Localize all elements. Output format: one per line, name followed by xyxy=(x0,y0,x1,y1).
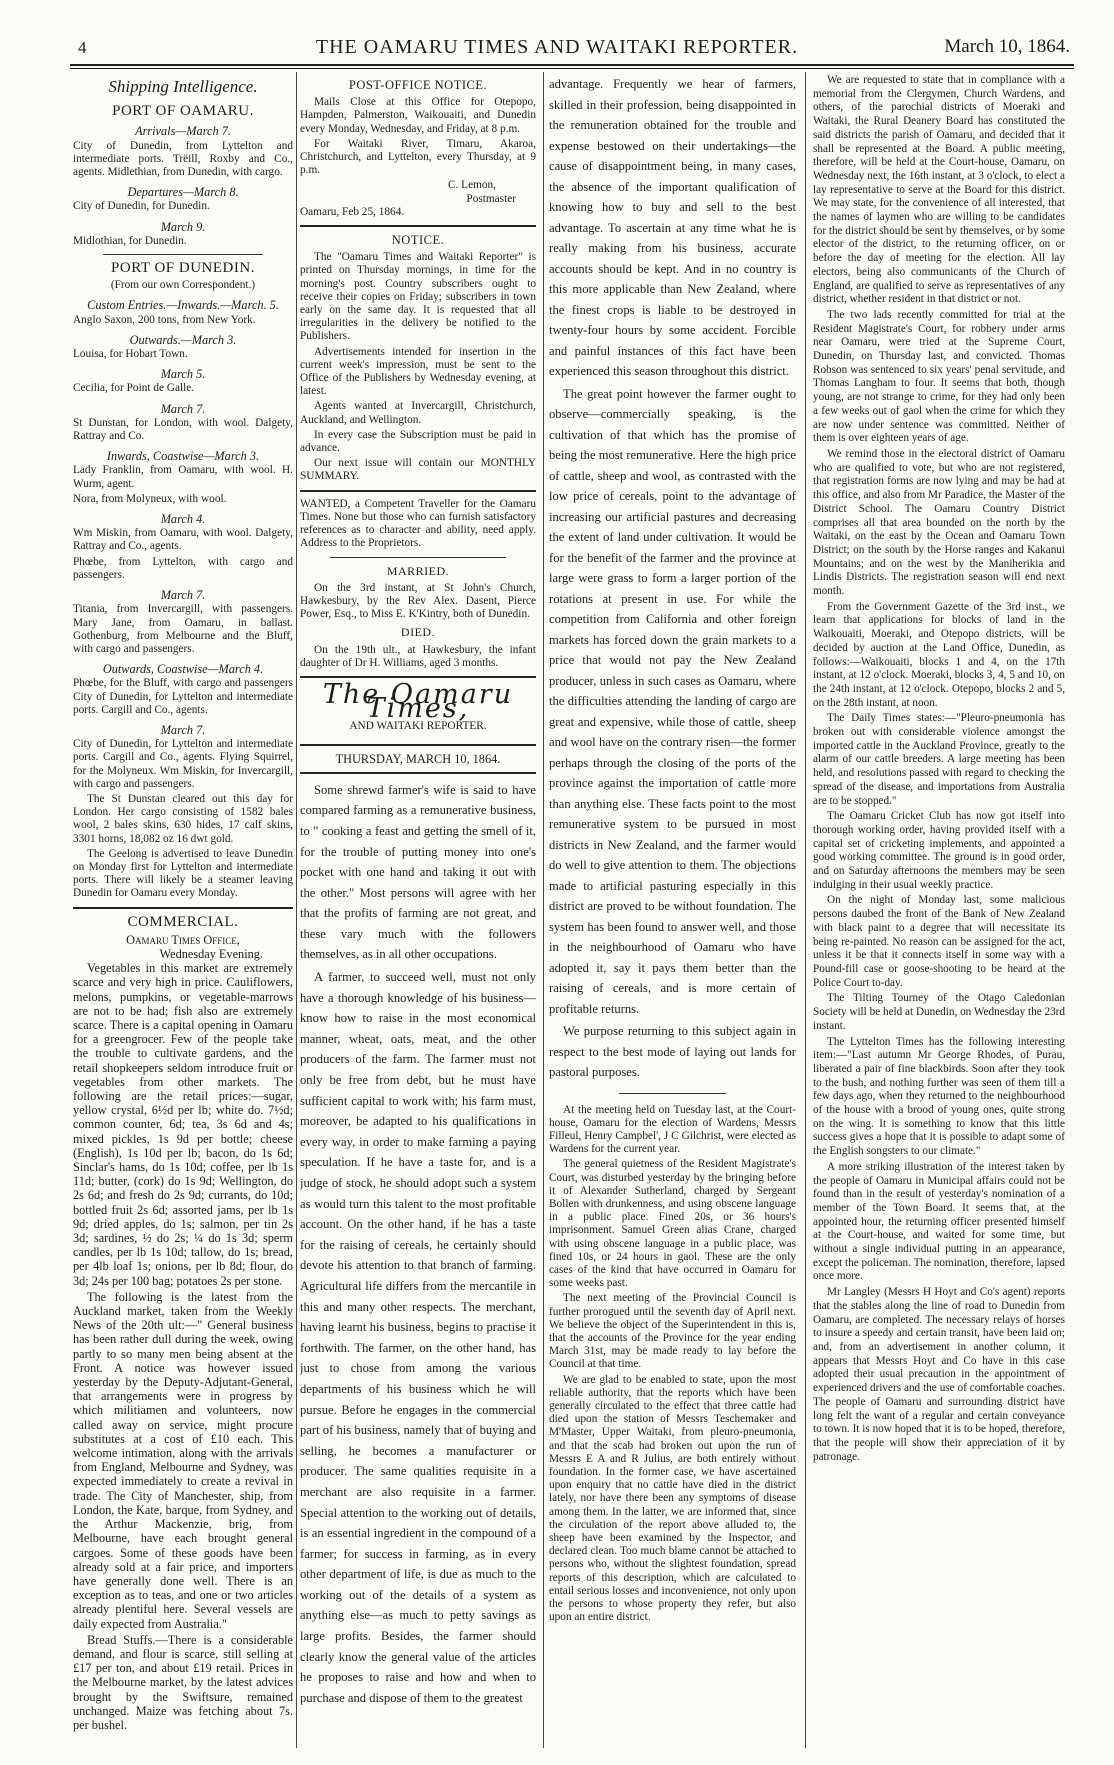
shipping-entry: Phœbe, for the Bluff, with cargo and passengers City of Dunedin, for Lyttelton and intermediate ports. Cargill and Co., agents. xyxy=(73,677,293,716)
shipping-entry: Louisa, for Hobart Town. xyxy=(73,348,188,361)
column-divider xyxy=(805,72,806,1748)
news-paragraph: We remind those in the electoral district of Oamaru who are qualified to vote, but who are not registered, that registration forms are now lying and may be had at this office, and also from Mr Paradice, the Master of the District School. The Oamaru Country District comprises all that area bounded on the north by the Waitaki, on the east by the Ocean and Oamaru Town District; on the south by the Horse ranges and Kakanui Mountains; and on the west by the Maniherikia and Lindis Districts. The registration season will end next month. xyxy=(813,447,1065,598)
divider xyxy=(619,1093,726,1094)
column-divider xyxy=(543,72,544,1748)
notice-paragraph: Agents wanted at Invercargill, Christchurch, Auckland, and Wellington. xyxy=(300,400,536,426)
subheading: March 5. xyxy=(160,367,206,382)
postmaster-name: C. Lemon, xyxy=(447,179,496,192)
shipping-entry: City of Dunedin, for Dunedin. xyxy=(73,200,210,213)
header-rule xyxy=(70,64,1074,66)
shipping-entry: Anglo Saxon, 200 tons, from New York. xyxy=(73,313,256,326)
news-paragraph: At the meeting held on Tuesday last, at the Court-house, Oamaru for the election of Wardens, Messrs Filleul, Henry Campbel', J C Gilchrist, were elected as Wardens for the current year. xyxy=(549,1103,796,1156)
died-heading: DIED. xyxy=(400,625,436,640)
column-4 xyxy=(813,74,1065,1744)
subheading: March 4. xyxy=(160,512,206,527)
subheading: Departures—March 8. xyxy=(127,185,239,200)
shipping-entry: St Dunstan, for London, with wool. Dalgety, Rattray and Co. xyxy=(73,416,293,443)
shipping-entry: Cecilia, for Point de Galle. xyxy=(73,382,195,395)
shipping-note: The Geelong is advertised to leave Dunedin on Monday first for Lyttelton and intermediate ports. There will likely be a steamer leaving Dunedin for Oamaru every Monday. xyxy=(73,847,293,900)
news-paragraph: The Daily Times states:—"Pleuro-pneumonia has broken out with considerable violence amongst the imported cattle in the Auckland Province, greatly to the alarm of our cattle breeders. A large meeting has been held, and resolutions passed with regard to checking the spread of the disease, and importations from Australia are to be stopped." xyxy=(813,712,1065,807)
shipping-entry: Phœbe, from Lyttelton, with cargo and passengers. xyxy=(73,555,293,581)
postmaster-role: Postmaster xyxy=(466,192,516,205)
news-paragraph: From the Government Gazette of the 3rd inst., we learn that applications for blocks of land in the Waikouaiti, Moeraki, and Otepopo districts, will be decided by auction at the Land Office, Dunedin, as follows:—Waikouaiti, blocks 1 and 4, on the 17th instant, at 12 o'clock. Moeraki, blocks 3, 4, 5 and 10, on the 24th instant, at 12 o'clock. Otepopo, blocks 2 and 5, on the 28th instant, at noon. xyxy=(813,600,1065,709)
paper-date: THURSDAY, MARCH 10, 1864. xyxy=(335,751,501,766)
editorial-paragraph: We purpose returning to this subject again in respect to the best mode of laying out lands for pastoral purposes. xyxy=(549,1024,796,1079)
news-paragraph: The Tilting Tourney of the Otago Caledonian Society will be held at Dunedin, on Wednesday the 23rd instant. xyxy=(813,992,1065,1032)
news-paragraph: The Oamaru Cricket Club has now got itself into thorough working order, having provided itself with a capital set of cricketing implements, and appointed a good working committee. The ground is in good order, and on Saturday afternoons the members may be seen indulging in their usual weekly practice. xyxy=(813,810,1065,891)
divider xyxy=(300,676,536,678)
married-heading: MARRIED. xyxy=(386,563,450,578)
news-paragraph: The two lads recently committed for trial at the Resident Magistrate's Court, for robbery under arms near Oamaru, were tried at the Supreme Court, Dunedin, on Thursday last, and convicted. Thomas Robson was sentenced to six years' penal servitude, and Thomas Langham to four. It seems that both, though young, are not strange to crime, for they had only been a few weeks out of gaol when the crime for which they are now under sentence was committed. Neither of them is over eighteen years of age. xyxy=(813,308,1065,445)
divider xyxy=(300,490,536,492)
column-3 xyxy=(549,74,796,1744)
subheading: March 7. xyxy=(160,401,206,416)
divider xyxy=(103,254,263,255)
subheading: March 7. xyxy=(160,722,206,737)
shipping-entry: Titania, from Invercargill, with passengers. Mary Jane, from Oamaru, in ballast. Gothenburg, from Melbourne and the Bluff, with cargo and passengers. xyxy=(73,603,293,655)
notice-paragraph: Mails Close at this Office for Otepopo, Hampden, Palmerston, Waikouaiti, and Dunedin every Monday, Wednesday, and Friday, at 8 p.m. xyxy=(300,96,536,135)
news-paragraph: The Lyttelton Times has the following interesting item:—"Last autumn Mr George Rhodes, of Purau, liberated a pair of fine blackbirds. Soon after they took to the bush, and nothing further was seen of them till a few days ago, when they returned to the neighbourhood of the house with a brood of young ones, quite strong on the wing. It is something to know that this little success gives a hope that it is possible to adapt some of the English songsters to our climate." xyxy=(813,1035,1065,1158)
divider xyxy=(330,557,506,558)
died-notice: On the 19th ult., at Hawkesbury, the infant daughter of Dr H. Williams, aged 3 months. xyxy=(300,643,536,669)
header-rule-thin xyxy=(70,68,1074,69)
subheading: Arrivals—March 7. xyxy=(135,124,231,139)
newspaper-title: THE OAMARU TIMES AND WAITAKI REPORTER. xyxy=(315,36,799,58)
notice-paragraph: In every case the Subscription must be paid in advance. xyxy=(300,428,536,455)
notice-paragraph: Our next issue will contain our MONTHLY SUMMARY. xyxy=(300,457,536,483)
commercial-paragraph: The following is the latest from the Auckland market, taken from the Weekly News of the 20th ult:—" General business has been rather dull during the week, owing partly to so many men being absent at the Front. A notice was however issued yesterday by the Deputy-Adjutant-General, that arrangements were in progress by which militiamen and volunteers, now called away on service, might procure substitutes at a cost of £10 each. This welcome intimation, along with the arrivals from England, Melbourne and Sydney, was expected immediately to create a revival in trade. The City of Manchester, ship, from London, the Kate, barque, from Sydney, and the Arthur Mackenzie, brig, from Melbourne, have each brought general cargoes. Some of these goods have been already sold at a fair price, and importers have generally done well. There is an exception as to teas, and one or two articles already plentiful here. Several vessels are daily expected from Australia." xyxy=(73,1289,293,1631)
subheading: Outwards, Coastwise—March 4. xyxy=(102,662,264,677)
news-paragraph: The general quietness of the Resident Magistrate's Court, was disturbed yesterday by the bringing before it of Alexander Sutherland, charged by Sergeant Bollen with drunkenness, and using obscene language in a public place. Fined 20s, or 36 hours's imprisonment. Samuel Green alias Crane, charged with using obscene language in a public place, was fined 10s, or 24 hours in gaol. These are the only cases of the kind that have occurred in Oamaru for some weeks past. xyxy=(549,1158,796,1290)
editorial-paragraph: advantage. Frequently we hear of farmers, skilled in their profession, being disappointed in the remuneration obtained for the trouble and expense bestowed on their undertakings—the cause of disappointment being, in many cases, the absence of the important qualification of knowing how to buy and sell to the best advantage. To ascertain at any time what he is really making from his business, accurate accounts should be kept. And in no country is this more applicable than New Zealand, where the finest crops is liable to be destroyed in twenty-four hours by some accident. Forcible and painful instances of this fact have been experienced this season throughout this district. xyxy=(549,77,796,378)
married-notice: On the 3rd instant, at St John's Church, Hawkesbury, by the Rev Alex. Dasent, Pierce Power, Esq., to Miss E. K'Kintry, both of Dunedin. xyxy=(300,581,536,621)
divider xyxy=(300,772,536,774)
news-paragraph: Mr Langley (Messrs H Hoyt and Co's agent) reports that the stables along the line of road to Dunedin from Oamaru, are completed. The necessary relays of horses to insure a speedy and certain transit, have been laid on; and, from an advertisement in another column, it appears that Messrs Hoyt and Co have in this case adopted their usual precaution in the appointment of experienced drivers and the use of comfortable coaches. The people of Oamaru and surrounding district have long felt the want of a regular and certain conveyance to town. It is now hoped that it is to be hoped, therefore, that the people will show their appreciation of it by patronage. xyxy=(813,1286,1065,1463)
byline: (From our own Correspondent.) xyxy=(110,279,256,292)
post-office-heading: POST-OFFICE NOTICE. xyxy=(348,78,488,92)
notice-paragraph: For Waitaki River, Timaru, Akaroa, Christchurch, and Lyttelton, every Thursday, at 9 p.m. xyxy=(300,137,536,177)
shipping-entry: City of Dunedin, for Lyttelton and intermediate ports. Cargill and Co., agents. Flying Squirrel, for the Molyneux. Wm Miskin, for Invercargill, with cargo and passengers. xyxy=(73,738,293,790)
editorial-paragraph: Some shrewd farmer's wife is said to have compared farming as a remunerative business, to " cooking a feast and getting the smell of it, for the trouble of putting money into one's pocket with one hand and taking it out with the other." Most persons will agree with her that the profits of farming are not great, and these vary much with the followers themselves, as in all other occupations. xyxy=(300,782,536,962)
news-paragraph: A more striking illustration of the interest taken by the people of Oamaru in Municipal affairs could not be found than in the result of yesterday's nomination of a member of the Town Board. It seems that, at the appointed hour, the returning officer presented himself at the Court-house, and waited for some time, but without a single individual putting in an appearance, except the policeman. The nomination, therefore, lapsed once more. xyxy=(813,1160,1065,1283)
port-dunedin-heading: PORT OF DUNEDIN. xyxy=(111,260,255,277)
news-paragraph: On the night of Monday last, some malicious persons daubed the front of the Bank of New Zealand with black paint to a degree that will necessitate its being re-painted. No reason can be assigned for the act, unless it be that it connects itself in some way with a Pound-fill case or goose-shooting to be heard at the Police Court to-day. xyxy=(813,894,1065,989)
paper-title: The Oamaru Times, xyxy=(322,678,514,725)
divider xyxy=(300,744,536,746)
shipping-heading: Shipping Intelligence. xyxy=(108,77,258,96)
port-oamaru-heading: PORT OF OAMARU. xyxy=(112,103,254,120)
issue-date: March 10, 1864. xyxy=(944,36,1070,57)
commercial-heading: COMMERCIAL. xyxy=(127,913,239,930)
notice-paragraph: Advertisements intended for insertion in the current week's impression, must be sent to the Office of the Publishers by Wednesday evening, at latest. xyxy=(300,345,536,398)
commercial-evening: Wednesday Evening. xyxy=(159,946,263,961)
shipping-entry: Lady Franklin, from Oamaru, with wool. H. Wurm, agent. xyxy=(73,464,293,490)
wanted-advertisement: WANTED, a Competent Traveller for the Oamaru Times. None but those who can furnish satisfactory references as to character and ability, need apply. Address to the Proprietors. xyxy=(300,497,536,550)
shipping-note: The St Dunstan cleared out this day for London. Her cargo consisting of 1582 bales wool, 2 bales skins, 630 hides, 17 calf skins, 3301 horns, 18,082 oz 16 dwt gold. xyxy=(73,792,293,845)
column-1 xyxy=(73,74,293,1744)
notice-paragraph: The "Oamaru Times and Waitaki Reporter" is printed on Thursday mornings, in time for the morning's post. Country subscribers ought to receive their copies on Friday; subscribers in town early on the same day. It is requested that all irregularities in the delivery be notified to the Publishers. xyxy=(300,251,536,343)
column-divider xyxy=(296,72,297,1748)
news-paragraph: We are requested to state that in compliance with a memorial from the Clergymen, Church Wardens, and others, of the parochial districts of Moeraki and Waitaki, the Rural Deanery Board has constituted the said districts the parish of Oamaru, and decided that it shall be represented at the Board. A public meeting, therefore, will be held at the Court-house, Oamaru, on Wednesday next, the 16th instant, at 3 o'clock, to elect a lay representative to serve at the Board for this district. We may state, for the convenience of all interested, that the names of laymen who are willing to be candidates for the district should be sent by themselves, or by some elector of the district, to the returning officer, on or before the day of meeting for the election. All lay electors, being also communicants of the Church of England, are qualified to serve as representatives of any district, whether resident in that district or not. xyxy=(813,74,1065,306)
shipping-entry: Midlothian, for Dunedin. xyxy=(73,234,187,247)
news-paragraph: The next meeting of the Provincial Council is further prorogued until the seventh day of April next. We believe the object of the Superintendent in this is, that the accounts of the Province for the year ending March 31st, may be made ready to lay before the Council at that time. xyxy=(549,1292,796,1371)
subheading: Custom Entries.—Inwards.—March. 5. xyxy=(87,298,279,313)
commercial-paragraph: Bread Stuffs.—There is a considerable demand, and flour is scarce, still selling at £17 per ton, and about £19 retail. Prices in the Melbourne market, by the latest advices brought by the Swiftsure, remained unchanged. Maize was fetching about 7s. per bushel. xyxy=(73,1632,293,1732)
shipping-entry: Nora, from Molyneux, with wool. xyxy=(73,492,227,505)
page-number: 4 xyxy=(78,38,87,57)
notice-heading: NOTICE. xyxy=(391,233,445,248)
news-paragraph: We are glad to be enabled to state, upon the most reliable authority, that the reports which have been generally circulated to the effect that three cattle had died upon the station of Messrs Teschemaker and M'Master, Upper Waitaki, from pleuro-pneumonia, and that the scab had broken out upon the run of Messrs E A and R Julius, are both entirely without foundation. In the former case, we have ascertained upon enquiry that no cattle have died in the district lately, nor have there been any symptoms of disease among them. In the latter, we are informed that, since the circulation of the report above alluded to, the sheep have been examined by the Inspector, and declared clean. Too much blame cannot be attached to persons who, without the slightest foundation, spread reports of this description, which are calculated to entail serious losses and inconvenience, not only upon the persons to whose property they refer, but also upon an entire district. xyxy=(549,1373,796,1624)
editorial-paragraph: The great point however the farmer ought to observe—commercially speaking, is the cultivation of that which has the promise of being the most remunerative. Here the high price of cattle, sheep and wool, as contrasted with the low price of cereals, point to the advantage of increasing our artificial pastures and decreasing the extent of land under cultivation. It would be for the benefit of the farmer and the province at large were grass to form a larger portion of the rotations at present in use. For while the competition from California and other foreign markets has forced down the grain markets to a price that would not pay the New Zealand producer, unless in such cases as Oamaru, where the difficulties attending the landing of cargo are great and expensive, while those of cattle, sheep and wool have on the contrary risen—the former perhaps through the closing of the ports of the province against the importation of cattle more than anything else. These facts point to the most remunerative system to be pursued in most districts in New Zealand, and the farmer would do well to give attention to them. The objections made to artificial pasturing especially in this district are proved to be without foundation. The system has been found to answer well, and those in the neighbourhood of Oamaru who have adopted it, say it pays them better than the raising of cereals, and is more certain of profitable returns. xyxy=(549,386,796,1016)
notice-place-date: Oamaru, Feb 25, 1864. xyxy=(300,205,405,218)
subheading: March 9. xyxy=(160,219,206,234)
shipping-entry: Wm Miskin, from Oamaru, with wool. Dalgety, Rattray and Co., agents. xyxy=(73,527,293,553)
subheading: Outwards.—March 3. xyxy=(129,332,237,347)
commercial-office: Oamaru Times Office, xyxy=(126,932,240,947)
commercial-paragraph: Vegetables in this market are extremely scarce and very high in price. Cauliflowers, melons, pumpkins, or vegetable-marrows are not to be had; fish also are extremely scarce. There is a capital opening in Oamaru for a greengrocer. Few of the people take the trouble to cultivate gardens, and the retail shopkeepers seldom introduce fruit or vegetables from other markets. The following are the retail prices:—sugar, yellow crystal, 6½d per lb; white do. 7½d; common counter, 6d; tea, 3s 6d and 4s; mixed pickles, 1s 9d per bottle; cheese (English), 1s 10d per lb; bacon, do 1s 6d; Sinclar's hams, do 1s 10d; coffee, per lb 1s 11d; butter, (cork) do 1s 9d; Wellington, do 2s 6d; and fresh do 2s 9d; currants, do 10d; bottled fruit 2s 6d; assorted jams, per lb 1s 9d; dried apples, do 1s; salmon, per tin 2s 3d; sardines, ½ do 2s; ¼ do 1s 3d; sperm candles, per lb 1s 10d; tallow, do 1s; bread, per 4lb loaf 1s; onions, per lb 8d; flour, do 3d; 24s per 100 bag; potatoes 2s per stone. xyxy=(73,961,293,1288)
divider xyxy=(73,907,293,909)
shipping-entry: City of Dunedin, from Lyttelton and intermediate ports. Trëill, Roxby and Co., agents. Midlethian, from Dunedin, with cargo. xyxy=(73,139,293,179)
divider xyxy=(300,225,536,227)
editorial-paragraph: A farmer, to succeed well, must not only have a thorough knowledge of his business—know how to raise in the most economical manner, wheat, oats, meat, and the other producers of the farm. The farmer must not only be free from debt, but he must have sufficient capital to work with; his farm must, moreover, be adapted to his qualifications in every way, in order to make farming a paying speculation. If he have a taste for, and is a judge of stock, he should adopt such a system as would turn this talent to the most profitable account. On the other hand, if he has a taste for the raising of cereals, he certainly should devote his attention to that branch of farming. Agricultural life differs from the mercantile in this and many other respects. The merchant, having learnt his business, begins to practise it forthwith. The farmer, on the other hand, has just to chose from among the various departments of his business which he will pursue. Before he engages in the commercial part of his business, namely that of buying and selling, he becomes a manufacturer or producer. The same qualities requisite in a merchant are also requisite in a farmer. Special attention to the working out of details, is an essential ingredient in the compound of a farmer; for success in farming, as in every other department of life, is due as much to the working out of the details of a system as anything else—as much to petty savings as large profits. Besides, the farmer should clearly know the general value of the articles he proposes to raise and how and when to purchase and dispose of them to the greatest xyxy=(300,970,536,1705)
subheading: Inwards, Coastwise—March 3. xyxy=(106,449,260,464)
column-2 xyxy=(300,74,536,1744)
masthead xyxy=(0,0,1114,56)
paper-subtitle: AND WAITAKI REPORTER. xyxy=(349,720,487,733)
subheading: March 7. xyxy=(160,588,206,603)
